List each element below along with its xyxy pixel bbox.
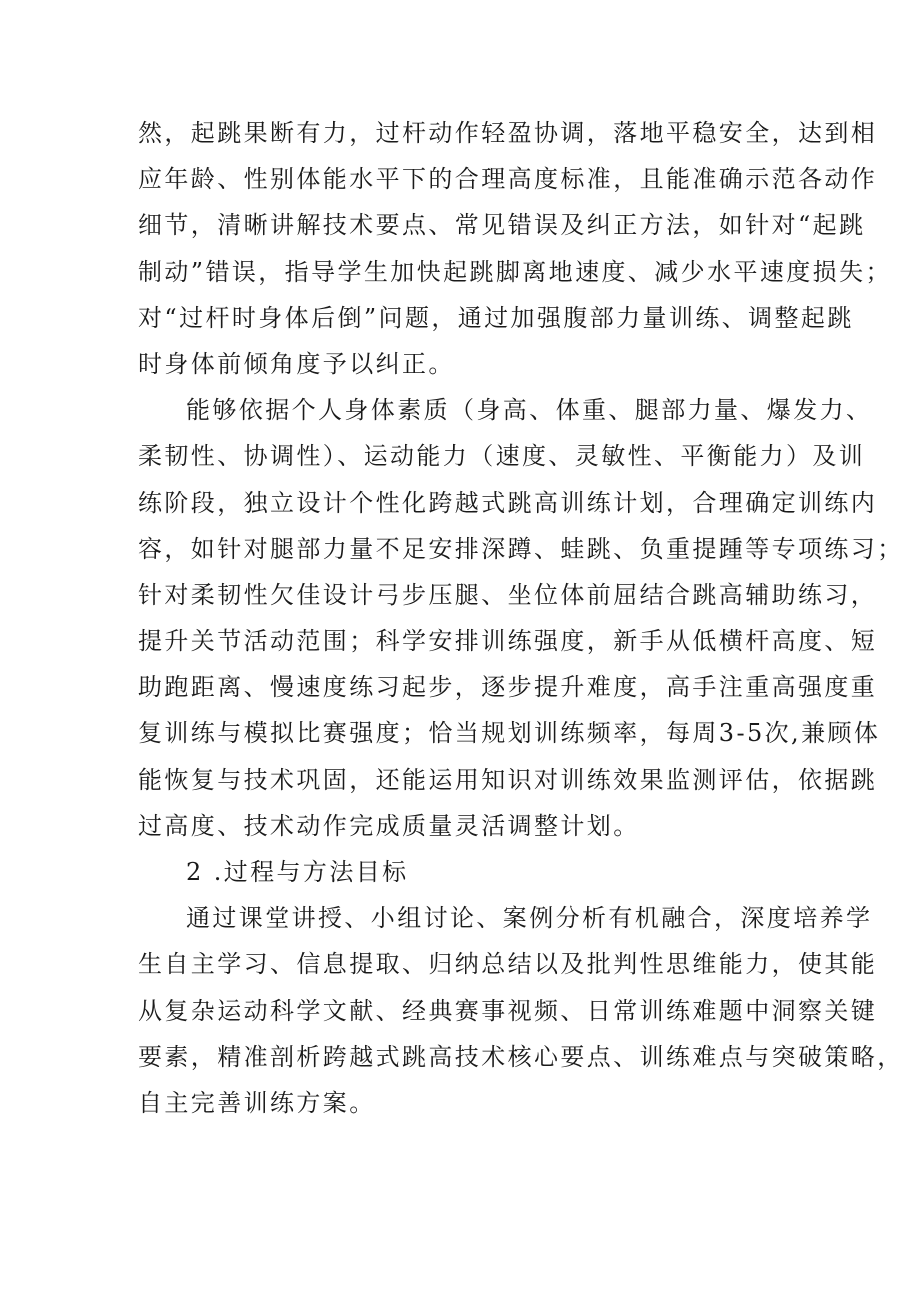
- text-line: 练阶段，独立设计个性化跨越式跳高训练计划，合理确定训练内: [138, 488, 878, 517]
- text-line: 生自主学习、信息提取、归纳总结以及批判性思维能力，使其能: [138, 950, 878, 979]
- text-line: 应年龄、性别体能水平下的合理高度标准，且能准确示范各动作: [138, 165, 878, 194]
- text-line: 制动”错误，指导学生加快起跳脚离地速度、减少水平速度损失；: [138, 257, 892, 286]
- text-line: 过高度、技术动作完成质量灵活调整计划。: [138, 811, 640, 840]
- text-line: 提升关节活动范围；科学安排训练强度，新手从低横杆高度、短: [138, 627, 878, 656]
- heading-process-method-goals: 2 .过程与方法目标: [186, 858, 409, 886]
- text-line: 细节，清晰讲解技术要点、常见错误及纠正方法，如针对“起跳: [138, 211, 866, 240]
- text-line: 能够依据个人身体素质（身高、体重、腿部力量、爆发力、: [186, 396, 873, 425]
- text-line: 对“过杆时身体后倒”问题，通过加强腹部力量训练、调整起跳: [138, 303, 854, 332]
- text-line: 时身体前倾角度予以纠正。: [138, 349, 455, 378]
- text-line: 能恢复与技术巩固，还能运用知识对训练效果监测评估，依据跳: [138, 765, 878, 794]
- text-line: 然，起跳果断有力，过杆动作轻盈协调，落地平稳安全，达到相: [138, 119, 878, 147]
- paragraph-continuation: [138, 110, 892, 387]
- text-line: 自主完善训练方案。: [138, 1088, 376, 1117]
- text-line: 针对柔韧性欠佳设计弓步压腿、坐位体前屈结合跳高辅助练习，: [138, 580, 878, 609]
- text-line: 复训练与模拟比赛强度；恰当规划训练频率，每周3-5次,兼顾体: [138, 719, 881, 748]
- text-line: 通过课堂讲授、小组讨论、案例分析有机融合，深度培养学: [186, 904, 873, 933]
- document-body: [138, 110, 904, 1126]
- paragraph-process-method: [138, 895, 904, 1126]
- text-line: 要素，精准剖析跨越式跳高技术核心要点、训练难点与突破策略，: [138, 1042, 904, 1071]
- text-line: 从复杂运动科学文献、经典赛事视频、日常训练难题中洞察关键: [138, 996, 878, 1025]
- text-line: 助跑距离、慢速度练习起步，逐步提升难度，高手注重高强度重: [138, 673, 878, 702]
- section-heading: [138, 849, 798, 895]
- paragraph-training-plan: [138, 387, 904, 849]
- text-line: 柔韧性、协调性）、运动能力（速度、灵敏性、平衡能力）及训: [138, 442, 866, 471]
- text-line: 容，如针对腿部力量不足安排深蹲、蛙跳、负重提踵等专项练习；: [138, 534, 904, 563]
